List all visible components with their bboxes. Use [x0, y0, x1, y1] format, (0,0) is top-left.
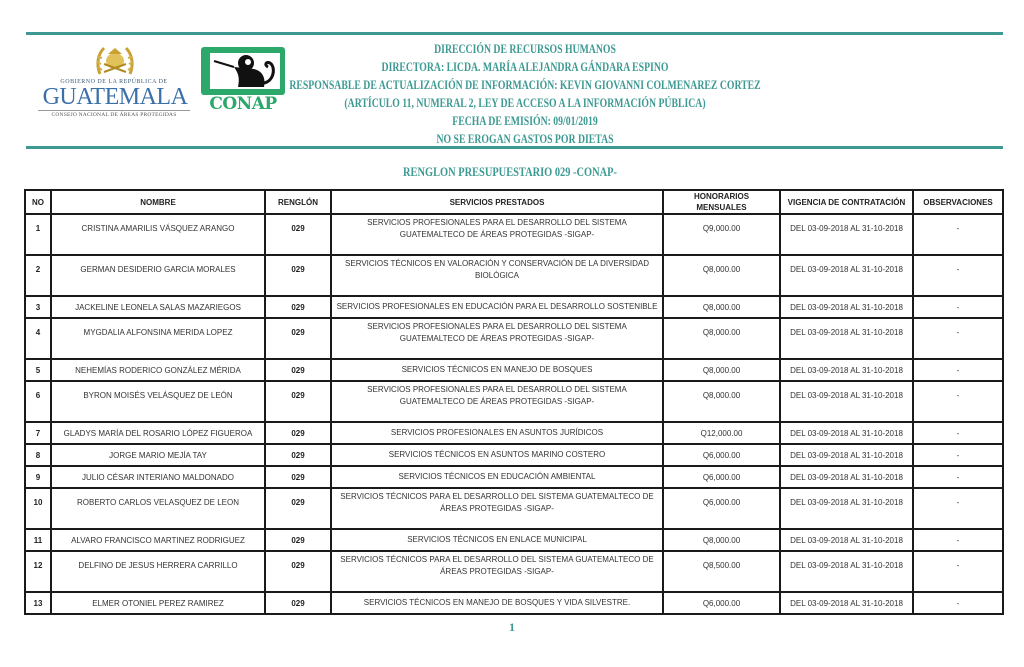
- cell-no: 10: [25, 488, 51, 529]
- table-row: [25, 551, 1003, 592]
- cell-vigencia: DEL 03-09-2018 AL 31-10-2018: [780, 592, 913, 614]
- cell-vigencia: DEL 03-09-2018 AL 31-10-2018: [780, 488, 913, 529]
- cell-nombre: GLADYS MARÍA DEL ROSARIO LÓPEZ FIGUEROA: [51, 422, 265, 444]
- cell-vigencia: DEL 03-09-2018 AL 31-10-2018: [780, 551, 913, 592]
- table-row: [25, 466, 1003, 488]
- cell-observaciones: -: [913, 296, 1003, 318]
- cell-renglon: 029: [265, 466, 331, 488]
- cell-observaciones: -: [913, 466, 1003, 488]
- col-header-observaciones: OBSERVACIONES: [913, 190, 1003, 214]
- cell-honorarios: Q9,000.00: [663, 214, 780, 255]
- cell-honorarios: Q8,000.00: [663, 529, 780, 551]
- cell-nombre: DELFINO DE JESUS HERRERA CARRILLO: [51, 551, 265, 592]
- cell-nombre: CRISTINA AMARILIS VÁSQUEZ ARANGO: [51, 214, 265, 255]
- col-header-honorarios: HONORARIOS MENSUALES: [663, 190, 780, 214]
- header-line-date: FECHA DE EMISIÓN: 09/01/2019: [452, 114, 598, 128]
- cell-servicio: SERVICIOS PROFESIONALES EN ASUNTOS JURÍDICOS: [331, 422, 663, 444]
- cell-honorarios: Q6,000.00: [663, 488, 780, 529]
- cell-renglon: 029: [265, 444, 331, 466]
- cell-servicio: SERVICIOS TÉCNICOS EN VALORACIÓN Y CONSERVACIÓN DE LA DIVERSIDAD BIOLÓGICA: [331, 255, 663, 296]
- cell-renglon: 029: [265, 318, 331, 359]
- cell-honorarios: Q8,000.00: [663, 381, 780, 422]
- monkey-icon: [210, 53, 280, 89]
- cell-no: 13: [25, 592, 51, 614]
- cell-nombre: JACKELINE LEONELA SALAS MAZARIEGOS: [51, 296, 265, 318]
- conap-logo-frame: [201, 47, 285, 95]
- col-header-vigencia: VIGENCIA DE CONTRATACIÓN: [780, 190, 913, 214]
- cell-servicio: SERVICIOS TÉCNICOS PARA EL DESARROLLO DEL SISTEMA GUATEMALTECO DE ÁREAS PROTEGIDAS -SIGAP-: [331, 488, 663, 529]
- cell-renglon: 029: [265, 296, 331, 318]
- header-top-rule: [26, 32, 1003, 35]
- table-row: [25, 529, 1003, 551]
- logo-name: GUATEMALA: [42, 84, 188, 110]
- cell-nombre: MYGDALIA ALFONSINA MERIDA LOPEZ: [51, 318, 265, 359]
- cell-observaciones: -: [913, 359, 1003, 381]
- cell-no: 12: [25, 551, 51, 592]
- table-row: [25, 592, 1003, 614]
- staff-table: [24, 189, 1004, 615]
- cell-renglon: 029: [265, 359, 331, 381]
- cell-servicio: SERVICIOS TÉCNICOS EN ENLACE MUNICIPAL: [331, 529, 663, 551]
- cell-renglon: 029: [265, 381, 331, 422]
- cell-observaciones: -: [913, 255, 1003, 296]
- cell-observaciones: -: [913, 422, 1003, 444]
- cell-servicio: SERVICIOS PROFESIONALES EN EDUCACIÓN PARA EL DESARROLLO SOSTENIBLE: [331, 296, 663, 318]
- table-title: RENGLON PRESUPUESTARIO 029 -CONAP-: [403, 164, 617, 179]
- cell-observaciones: -: [913, 488, 1003, 529]
- cell-observaciones: -: [913, 318, 1003, 359]
- col-header-no: NO: [25, 190, 51, 214]
- cell-honorarios: Q6,000.00: [663, 592, 780, 614]
- col-header-nombre: NOMBRE: [51, 190, 265, 214]
- cell-no: 4: [25, 318, 51, 359]
- cell-nombre: GERMAN DESIDERIO GARCIA MORALES: [51, 255, 265, 296]
- document-header: [289, 40, 761, 148]
- cell-nombre: JULIO CÉSAR INTERIANO MALDONADO: [51, 466, 265, 488]
- cell-no: 11: [25, 529, 51, 551]
- cell-honorarios: Q6,000.00: [663, 466, 780, 488]
- cell-observaciones: -: [913, 551, 1003, 592]
- cell-nombre: ROBERTO CARLOS VELASQUEZ DE LEON: [51, 488, 265, 529]
- cell-vigencia: DEL 03-09-2018 AL 31-10-2018: [780, 214, 913, 255]
- table-row: [25, 255, 1003, 296]
- header-line-article: (ARTÍCULO 11, NUMERAL 2, LEY DE ACCESO A LA INFORMACIÓN PÚBLICA): [344, 96, 706, 110]
- cell-vigencia: DEL 03-09-2018 AL 31-10-2018: [780, 296, 913, 318]
- cell-nombre: JORGE MARIO MEJÍA TAY: [51, 444, 265, 466]
- table-body: [25, 214, 1003, 614]
- cell-vigencia: DEL 03-09-2018 AL 31-10-2018: [780, 255, 913, 296]
- table-row: [25, 444, 1003, 466]
- cell-renglon: 029: [265, 592, 331, 614]
- conap-logo: [199, 47, 287, 113]
- cell-no: 1: [25, 214, 51, 255]
- cell-honorarios: Q8,000.00: [663, 359, 780, 381]
- header-line-responsible: RESPONSABLE DE ACTUALIZACIÓN DE INFORMACIÓN: KEVIN GIOVANNI COLMENAREZ CORTEZ: [289, 78, 761, 92]
- cell-nombre: BYRON MOISÉS VELÁSQUEZ DE LEÓN: [51, 381, 265, 422]
- cell-observaciones: -: [913, 592, 1003, 614]
- cell-honorarios: Q8,500.00: [663, 551, 780, 592]
- cell-observaciones: -: [913, 381, 1003, 422]
- cell-no: 8: [25, 444, 51, 466]
- table-row: [25, 296, 1003, 318]
- cell-vigencia: DEL 03-09-2018 AL 31-10-2018: [780, 381, 913, 422]
- cell-honorarios: Q12,000.00: [663, 422, 780, 444]
- cell-vigencia: DEL 03-09-2018 AL 31-10-2018: [780, 444, 913, 466]
- cell-renglon: 029: [265, 488, 331, 529]
- col-header-renglon: RENGLÓN: [265, 190, 331, 214]
- cell-no: 6: [25, 381, 51, 422]
- cell-renglon: 029: [265, 214, 331, 255]
- coat-of-arms-icon: [94, 44, 136, 78]
- cell-no: 9: [25, 466, 51, 488]
- table-row: [25, 381, 1003, 422]
- table-header-row: [25, 190, 1003, 214]
- cell-observaciones: -: [913, 214, 1003, 255]
- cell-renglon: 029: [265, 422, 331, 444]
- table-row: [25, 422, 1003, 444]
- cell-servicio: SERVICIOS TÉCNICOS EN MANEJO DE BOSQUES Y VIDA SILVESTRE.: [331, 592, 663, 614]
- cell-vigencia: DEL 03-09-2018 AL 31-10-2018: [780, 318, 913, 359]
- cell-renglon: 029: [265, 529, 331, 551]
- table-row: [25, 318, 1003, 359]
- cell-observaciones: -: [913, 444, 1003, 466]
- logo-top-line: GOBIERNO DE LA REPÚBLICA DE: [60, 79, 168, 85]
- logo-bottom-line: CONSEJO NACIONAL DE ÁREAS PROTEGIDAS: [38, 110, 190, 118]
- cell-renglon: 029: [265, 255, 331, 296]
- cell-servicio: SERVICIOS TÉCNICOS EN EDUCACIÓN AMBIENTAL: [331, 466, 663, 488]
- cell-nombre: ALVARO FRANCISCO MARTINEZ RODRIGUEZ: [51, 529, 265, 551]
- cell-vigencia: DEL 03-09-2018 AL 31-10-2018: [780, 422, 913, 444]
- table-row: [25, 488, 1003, 529]
- cell-observaciones: -: [913, 529, 1003, 551]
- cell-honorarios: Q8,000.00: [663, 296, 780, 318]
- conap-logo-text: CONAP: [209, 94, 277, 114]
- header-line-note: NO SE EROGAN GASTOS POR DIETAS: [436, 132, 614, 146]
- cell-no: 3: [25, 296, 51, 318]
- cell-nombre: ELMER OTONIEL PEREZ RAMIREZ: [51, 592, 265, 614]
- guatemala-logo: [38, 44, 190, 120]
- cell-no: 7: [25, 422, 51, 444]
- header-bottom-rule: [26, 146, 1003, 149]
- col-header-servicios: SERVICIOS PRESTADOS: [331, 190, 663, 214]
- cell-servicio: SERVICIOS TÉCNICOS PARA EL DESARROLLO DEL SISTEMA GUATEMALTECO DE ÁREAS PROTEGIDAS -SIGAP-: [331, 551, 663, 592]
- header-line-director: DIRECTORA: LICDA. MARÍA ALEJANDRA GÁNDARA ESPINO: [381, 60, 669, 74]
- table-row: [25, 359, 1003, 381]
- cell-honorarios: Q8,000.00: [663, 318, 780, 359]
- cell-vigencia: DEL 03-09-2018 AL 31-10-2018: [780, 529, 913, 551]
- page-number: 1: [509, 620, 515, 634]
- cell-servicio: SERVICIOS TÉCNICOS EN ASUNTOS MARINO COSTERO: [331, 444, 663, 466]
- cell-vigencia: DEL 03-09-2018 AL 31-10-2018: [780, 466, 913, 488]
- cell-servicio: SERVICIOS TÉCNICOS EN MANEJO DE BOSQUES: [331, 359, 663, 381]
- cell-nombre: NEHEMÍAS RODERICO GONZÁLEZ MÉRIDA: [51, 359, 265, 381]
- cell-honorarios: Q6,000.00: [663, 444, 780, 466]
- cell-renglon: 029: [265, 551, 331, 592]
- cell-vigencia: DEL 03-09-2018 AL 31-10-2018: [780, 359, 913, 381]
- cell-servicio: SERVICIOS PROFESIONALES PARA EL DESARROLLO DEL SISTEMA GUATEMALTECO DE ÁREAS PROTEGIDAS -SIGAP-: [331, 318, 663, 359]
- header-line-department: DIRECCIÓN DE RECURSOS HUMANOS: [434, 42, 616, 56]
- cell-no: 2: [25, 255, 51, 296]
- cell-no: 5: [25, 359, 51, 381]
- table-row: [25, 214, 1003, 255]
- cell-servicio: SERVICIOS PROFESIONALES PARA EL DESARROLLO DEL SISTEMA GUATEMALTECO DE ÁREAS PROTEGIDAS -SIGAP-: [331, 381, 663, 422]
- cell-honorarios: Q8,000.00: [663, 255, 780, 296]
- cell-servicio: SERVICIOS PROFESIONALES PARA EL DESARROLLO DEL SISTEMA GUATEMALTECO DE ÁREAS PROTEGIDAS -SIGAP-: [331, 214, 663, 255]
